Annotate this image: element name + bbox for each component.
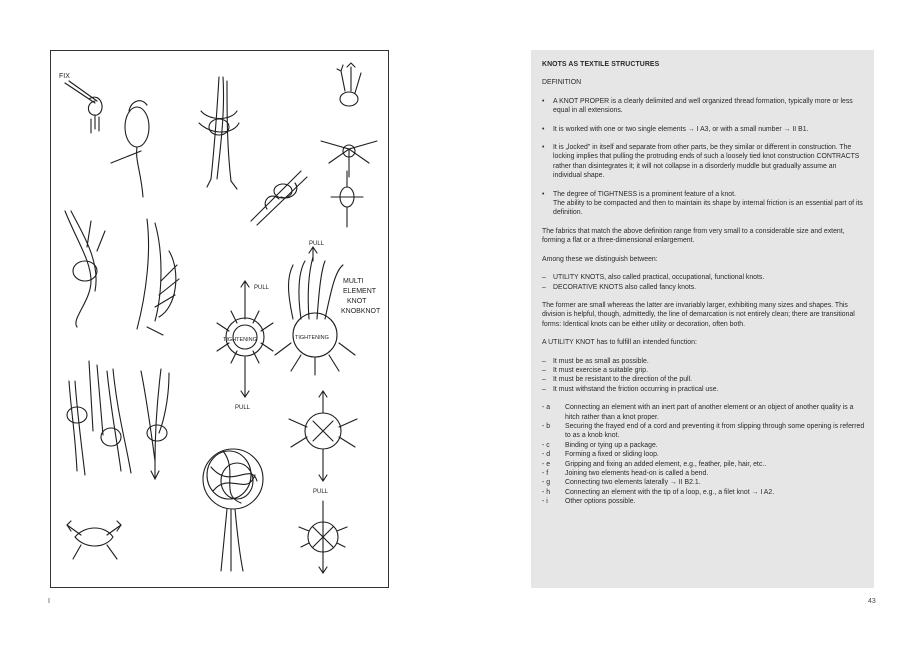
sketch-ball-knot — [299, 501, 347, 573]
label-knot: KNOT — [347, 298, 367, 305]
sketch-bundle — [199, 77, 239, 189]
sketch-frame — [50, 50, 389, 588]
sketch-long-loop — [65, 211, 105, 327]
paragraph: A UTILITY KNOT has to fulfill an intended function: — [542, 339, 697, 347]
label-fix: FIX — [59, 73, 70, 80]
function-key: - b — [542, 422, 551, 430]
section-heading: DEFINITION — [542, 79, 582, 87]
kind-item: – DECORATIVE KNOTS also called fancy knots. — [542, 283, 867, 292]
page-number-left: I — [48, 598, 50, 605]
requirement-item: – It must be resistant to the direction of the pull. — [542, 375, 867, 384]
function-item — [542, 460, 867, 469]
function-text: Connecting an element with an inert part of another element or an object of another quality is a hitch rather than a knot proper. — [565, 404, 854, 421]
sketch-tightening-2 — [275, 241, 381, 375]
function-key: - h — [542, 488, 551, 496]
definition-bullet — [542, 190, 867, 218]
text-column — [542, 60, 867, 507]
label-pull-bottom: PULL — [313, 489, 329, 495]
function-key: - e — [542, 460, 551, 468]
function-item — [542, 478, 867, 487]
function-item — [542, 422, 867, 441]
label-pull-top: PULL — [309, 241, 325, 247]
sketch-starburst — [289, 391, 357, 495]
function-key: - f — [542, 470, 549, 477]
function-text: Connecting an element with the tip of a loop, e.g., a filet knot → I A2. — [565, 488, 775, 496]
page-title: KNOTS AS TEXTILE STRUCTURES — [542, 61, 660, 68]
label-pull-mid-lower: PULL — [235, 405, 251, 411]
sketch-tightening-1 — [217, 281, 273, 411]
label-pull-mid: PULL — [254, 285, 270, 291]
function-text: Other options possible. — [565, 498, 636, 506]
function-text: Forming a fixed or sliding loop. — [565, 451, 659, 459]
sketch-crossing-knot — [251, 171, 307, 225]
sketch-fix-loop — [59, 73, 149, 197]
function-key: - d — [542, 451, 551, 459]
sketch-feather — [137, 219, 179, 335]
requirement-item: – It must withstand the friction occurring in practical use. — [542, 385, 867, 394]
function-item — [542, 403, 867, 422]
kind-item: – UTILITY KNOTS, also called practical, occupational, functional knots. — [542, 273, 867, 282]
function-key: - a — [542, 404, 551, 412]
label-tightening-1: TIGHTENING — [223, 337, 257, 343]
definition-bullet: • It is „locked" in itself and separate from other parts, be they similar or different in construction. The locking implies that pulling the protruding ends of such a loosely tied knot construction CONTRACTS rather than disintegrates it; it will not collapse in a disorderly muddle but gradually assume an individual shape. — [542, 143, 867, 181]
function-item — [542, 488, 867, 497]
function-text: Gripping and fixing an added element, e.g., feather, pile, hair, etc.. — [565, 460, 767, 468]
bullet-line: The ability to be compacted and then to maintain its shape by internal friction is an essential part of its definition. — [553, 200, 863, 217]
bullet-line: • The degree of TIGHTNESS is a prominent feature of a knot. — [553, 190, 736, 198]
function-text: Securing the frayed end of a cord and preventing it from slipping through some opening is referred to as a knob knot. — [565, 422, 865, 440]
right-page — [531, 50, 874, 588]
sketch-vertical-knots — [67, 361, 169, 479]
function-text: Joining two elements head-on is called a bend. — [565, 470, 709, 477]
page-number-right: 43 — [868, 598, 876, 605]
function-item — [542, 450, 867, 459]
label-multi: MULTI — [343, 278, 364, 285]
function-item — [542, 497, 867, 506]
label-tightening-2: TIGHTENING — [295, 335, 329, 341]
function-item — [542, 469, 867, 478]
paragraph: The fabrics that match the above definition range from very small to a considerable size and extent, forming a flat or a three-dimensional enlargement. — [542, 227, 845, 245]
requirement-item: – It must be as small as possible. — [542, 357, 867, 366]
requirement-item: – It must exercise a suitable grip. — [542, 366, 867, 375]
label-element: ELEMENT — [343, 288, 377, 295]
definition-bullet: • A KNOT PROPER is a clearly delimited and well organized thread formation, typically more or less equal in all extensions. — [542, 97, 867, 116]
paragraph: Among these we distinguish between: — [542, 255, 658, 263]
sketch-arrow-knot — [321, 63, 377, 227]
function-item — [542, 441, 867, 450]
function-key: - g — [542, 479, 551, 487]
function-key: - c — [542, 441, 550, 449]
function-text: Connecting two elements laterally → II B2.1. — [565, 479, 701, 487]
label-knobknot: KNOBKNOT — [341, 308, 381, 315]
paragraph: The former are small whereas the latter are invariably larger, exhibiting many sizes and shapes. This division is helpful, though, admittedly, the line of demarcation is not entirely clean; there are transitional forms: Identical knots can be either utility or decoration, often both. — [542, 301, 855, 328]
sketch-reef-knot — [67, 521, 121, 559]
definition-bullet: • It is worked with one or two single elements → I A3, or with a small number → II B1. — [542, 125, 867, 134]
left-page — [0, 0, 460, 648]
knot-sketches — [51, 51, 388, 587]
function-key: - i — [542, 498, 548, 506]
function-text: Binding or tying up a package. — [565, 441, 658, 449]
sketch-knob-tree — [203, 449, 263, 571]
